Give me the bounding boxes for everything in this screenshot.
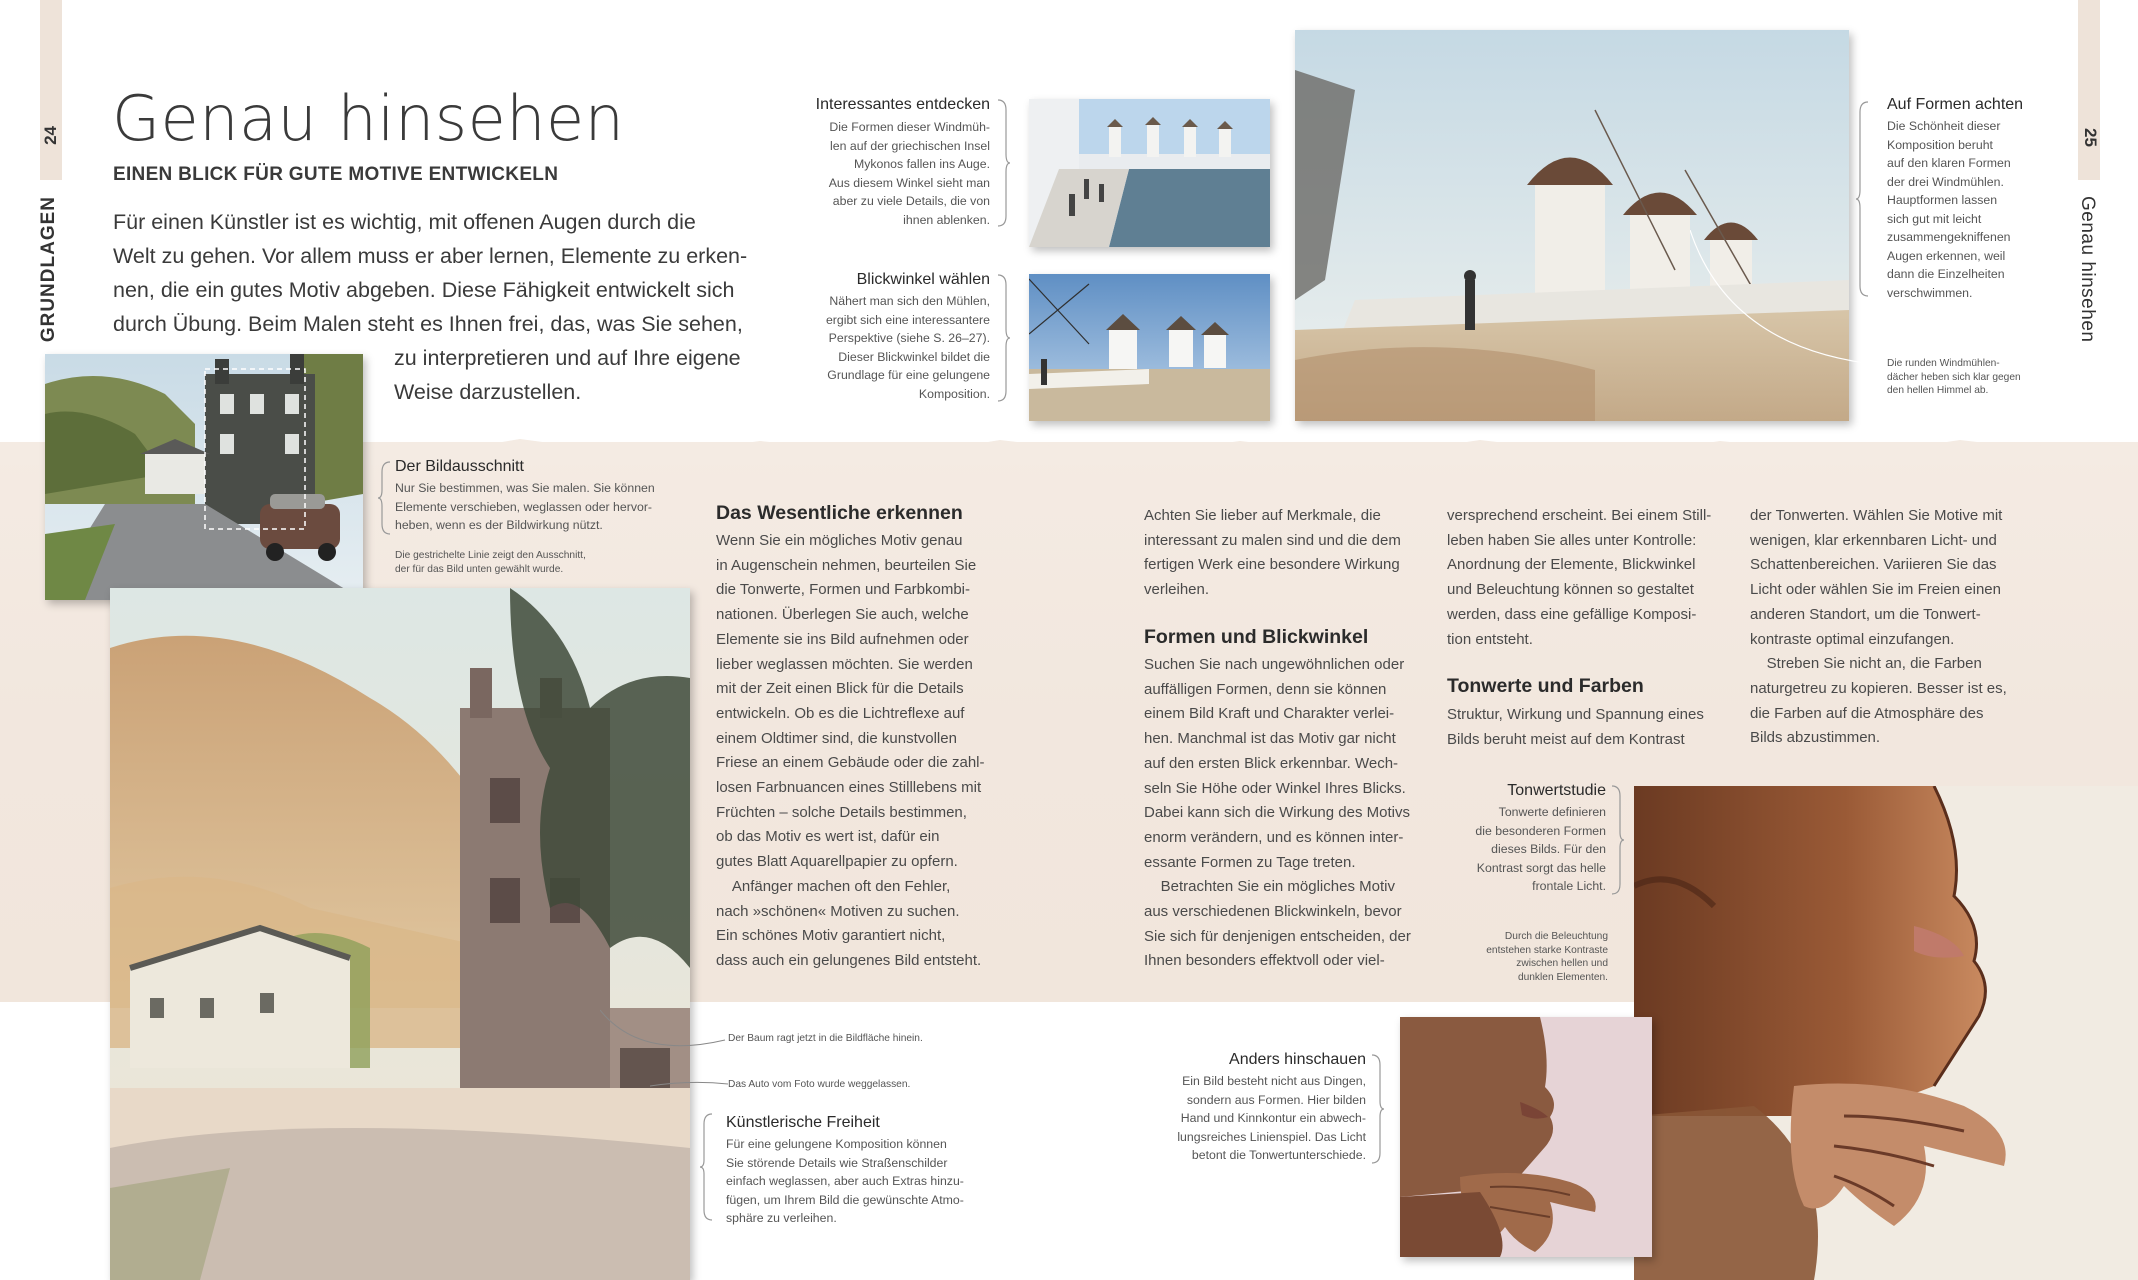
intro-line: durch Übung. Beim Malen steht es Ihnen frei, das, was Sie sehen,	[113, 312, 743, 336]
caption-text-anders: Ein Bild besteht nicht aus Dingen, sondern aus Formen. Hier bilden Hand und Kinnkontur ein abwech- lungsreiches Linienspiel. Das Licht betont die Tonwertunterschiede.	[1177, 1074, 1366, 1162]
caption-text-interessantes: Die Formen dieser Windmüh- len auf der griechischen Insel Mykonos fallen ins Auge. Aus diesem Winkel sieht man aber zu viele Details, die von ihnen ablenken.	[828, 120, 990, 227]
face-hand-photo	[1400, 1017, 1652, 1257]
body-column-2a: Achten Sie lieber auf Merkmale, die interessant zu malen sind und die dem fertigen Werk eine besondere Wirkung verleihen.	[1144, 507, 1401, 599]
right-page-number: 25	[2081, 128, 2100, 147]
village-street-photo	[45, 354, 363, 600]
caption-text-bildausschnitt: Nur Sie bestimmen, was Sie malen. Sie können Elemente verschieben, weglassen oder hervor- heben, wenn es der Bildwirkung nützt.	[395, 481, 655, 532]
left-page-number: 24	[41, 126, 60, 145]
caption-brace	[996, 98, 1010, 228]
body-column-3a: versprechend erscheint. Bei einem Still- leben haben Sie alles unter Kontrolle: Anordnung der Elemente, Blickwinkel und Beleuchtung können so gestaltet werden, dass eine gefällige Komposi- tion entsteht.	[1447, 507, 1712, 648]
heading-wesentliche: Das Wesentliche erkennen	[716, 502, 963, 524]
caption-title-tonwertstudie: Tonwertstudie	[1507, 782, 1606, 799]
intro-line: zu interpretieren und auf Ihre eigene	[394, 346, 741, 370]
annotation-line-windmill	[1690, 230, 1885, 370]
page-subtitle: EINEN BLICK FÜR GUTE MOTIVE ENTWICKELN	[113, 164, 559, 185]
left-section-label: GRUNDLAGEN	[38, 196, 59, 343]
village-watercolor-painting	[110, 588, 690, 1280]
caption-auto-note: Das Auto vom Foto wurde weggelassen.	[728, 1079, 911, 1090]
heading-formen-blickwinkel: Formen und Blickwinkel	[1144, 626, 1369, 648]
portrait-watercolor-painting	[1634, 786, 2138, 1280]
caption-brace	[378, 460, 392, 536]
caption-text-formen-achten: Die Schönheit dieser Komposition beruht auf den klaren Formen der drei Windmühlen. Hauptformen lassen sich gut mit leicht zusammengekniffenen Augen erkennen, weil dann die Einzelheiten verschwimmen.	[1887, 119, 2011, 300]
annotation-line-car	[650, 1070, 730, 1090]
intro-line: Für einen Künstler ist es wichtig, mit offenen Augen durch die	[113, 210, 696, 234]
caption-title-bildausschnitt: Der Bildausschnitt	[395, 458, 524, 475]
caption-text-tonwertstudie: Tonwerte definieren die besonderen Formen dieses Bilds. Für den Kontrast sorgt das helle frontale Licht.	[1475, 805, 1606, 893]
caption-brace	[700, 1112, 714, 1222]
caption-title-interessantes: Interessantes entdecken	[815, 96, 990, 113]
mykonos-harbor-photo	[1029, 99, 1270, 247]
intro-line: Welt zu gehen. Vor allem muss er aber lernen, Elemente zu erken-	[113, 244, 748, 268]
caption-brace	[996, 273, 1010, 403]
left-side-tab	[40, 0, 62, 180]
page-title: Genau hinsehen	[112, 82, 625, 155]
caption-title-anders: Anders hinschauen	[1229, 1051, 1366, 1068]
right-side-tab	[2078, 0, 2100, 180]
caption-brace	[1370, 1053, 1384, 1165]
right-section-label: Genau hinsehen	[2077, 196, 2098, 343]
caption-beleuchtung-note: Durch die Beleuchtung entstehen starke Kontraste zwischen hellen und dunklen Elementen.	[1486, 931, 1608, 983]
body-column-1: Wenn Sie ein mögliches Motiv genau in Augenschein nehmen, beurteilen Sie die Tonwerte, Formen und Farbkombi- nationen. Überlegen Sie auch, welche Elemente sie ins Bild aufnehmen oder lieber weglassen möchten. Sie werden mit der Zeit einen Blick für die Details entwickeln. Ob es die Lichtreflexe auf einem Oldtimer sind, die kunstvollen Friese an einem Gebäude oder die zahl- losen Farbnuancen eines Stilllebens mit Früchten – solche Details bestimmen, ob das Motiv es wert ist, dafür ein gutes Blatt Aquarellpapier zu opfern. Anfänger machen oft den Fehler, nach »schönen« Motiven zu suchen. Ein schönes Motiv garantiert nicht, dass auch ein gelungenes Bild entsteht.	[716, 532, 985, 969]
caption-windmill-note: Die runden Windmühlen- dächer heben sich klar gegen den hellen Himmel ab.	[1887, 358, 2021, 396]
intro-line: nen, die ein gutes Motiv abgeben. Diese Fähigkeit entwickelt sich	[113, 278, 735, 302]
caption-text-freiheit: Für eine gelungene Komposition können Sie störende Details wie Straßenschilder einfach weglassen, aber auch Extras hinzu- fügen, um Ihrem Bild die gewünschte Atmo- sphäre zu verleihen.	[726, 1137, 964, 1225]
caption-baum-note: Der Baum ragt jetzt in die Bildfläche hinein.	[728, 1033, 923, 1044]
heading-tonwerte-farben: Tonwerte und Farben	[1447, 675, 1644, 697]
intro-line: Weise darzustellen.	[394, 380, 582, 404]
caption-dashed-note: Die gestrichelte Linie zeigt den Ausschnitt, der für das Bild unten gewählt wurde.	[395, 550, 586, 575]
body-column-4: der Tonwerten. Wählen Sie Motive mit wenigen, klar erkennbaren Licht- und Schattenbereichen. Variieren Sie das Licht oder wählen Sie im Freien einen anderen Standort, um die Tonwert- kontraste optimal einzufangen. Streben Sie nicht an, die Farben naturgetreu zu kopieren. Besser ist es, die Farben auf die Atmosphäre des Bilds abzustimmen.	[1750, 507, 2007, 747]
windmills-closeup-photo	[1029, 274, 1270, 421]
caption-text-blickwinkel: Nähert man sich den Mühlen, ergibt sich eine interessantere Perspektive (siehe S. 26–27). Dieser Blickwinkel bildet die Grundlage für eine gelungene Komposition.	[825, 294, 990, 401]
body-column-3b: Struktur, Wirkung und Spannung eines Bilds beruht meist auf dem Kontrast	[1447, 706, 1704, 748]
caption-title-freiheit: Künstlerische Freiheit	[726, 1114, 880, 1131]
caption-title-formen-achten: Auf Formen achten	[1887, 96, 2024, 113]
caption-brace	[1610, 784, 1624, 896]
body-column-2b: Suchen Sie nach ungewöhnlichen oder auffälligen Formen, denn sie können einem Bild Kraft und Charakter verlei- hen. Manchmal ist das Motiv gar nicht auf den ersten Blick erkennbar. Wech- seln Sie Höhe oder Winkel Ihres Blicks. Dabei kann sich die Wirkung des Motivs enorm verändern, und es können inter- essante Formen zu Tage treten. Betrachten Sie ein mögliches Motiv aus verschiedenen Blickwinkeln, bevor Sie sich für denjenigen entscheiden, der Ihnen besonders effektvoll oder viel-	[1144, 656, 1411, 970]
caption-title-blickwinkel: Blickwinkel wählen	[856, 271, 990, 288]
